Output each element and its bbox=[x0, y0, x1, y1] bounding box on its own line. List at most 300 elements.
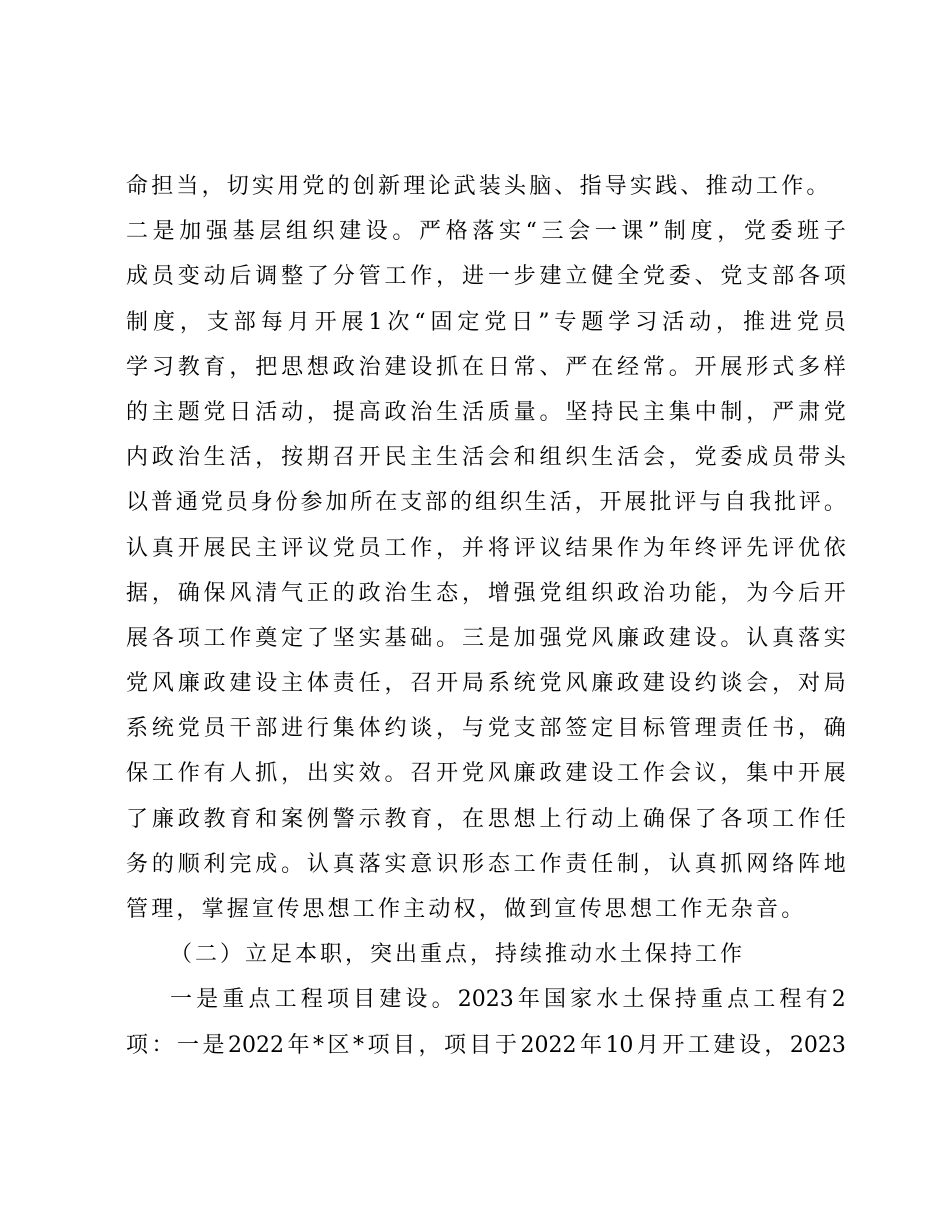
glyph: 的 bbox=[332, 580, 355, 606]
glyph: ， bbox=[436, 535, 459, 561]
glyph: 思 bbox=[281, 354, 304, 380]
text-line bbox=[126, 345, 846, 390]
glyph: 党 bbox=[720, 264, 743, 290]
glyph: 民 bbox=[617, 399, 640, 425]
glyph: 我 bbox=[749, 490, 772, 516]
glyph: 在 bbox=[461, 806, 484, 832]
glyph: 课 bbox=[621, 219, 644, 245]
glyph: 实 bbox=[498, 219, 521, 245]
glyph: 组 bbox=[285, 219, 308, 245]
glyph: 肃 bbox=[797, 399, 820, 425]
glyph: 依 bbox=[823, 535, 846, 561]
glyph: 设 bbox=[405, 987, 428, 1013]
glyph: 通 bbox=[175, 490, 198, 516]
glyph: 保 bbox=[126, 761, 149, 787]
glyph: ， bbox=[255, 445, 278, 471]
glyph: 党 bbox=[642, 264, 665, 290]
glyph: 项 bbox=[177, 625, 200, 651]
glyph: 员 bbox=[225, 490, 248, 516]
glyph: 实 bbox=[358, 625, 381, 651]
glyph: 活 bbox=[461, 445, 484, 471]
glyph: 提 bbox=[332, 399, 355, 425]
glyph: 开 bbox=[662, 1032, 685, 1058]
glyph: 层 bbox=[259, 219, 282, 245]
glyph: 管 bbox=[358, 264, 381, 290]
glyph: 。 bbox=[281, 851, 304, 877]
glyph: 党 bbox=[743, 219, 766, 245]
glyph: 上 bbox=[617, 806, 640, 832]
glyph: 党 bbox=[461, 761, 484, 787]
glyph: 身 bbox=[250, 490, 273, 516]
glyph: 制 bbox=[720, 399, 743, 425]
glyph: 题 bbox=[177, 399, 200, 425]
glyph: 展 bbox=[341, 309, 364, 335]
glyph: 廉 bbox=[617, 625, 640, 651]
glyph: 奠 bbox=[255, 625, 278, 651]
glyph: 谈 bbox=[720, 671, 743, 697]
glyph: 廉 bbox=[513, 761, 536, 787]
glyph: 管 bbox=[668, 716, 691, 742]
glyph: 生 bbox=[410, 580, 433, 606]
glyph: 作 bbox=[797, 806, 820, 832]
glyph: 真 bbox=[694, 851, 717, 877]
glyph: 召 bbox=[410, 671, 433, 697]
glyph: 能 bbox=[694, 580, 717, 606]
glyph: 定 bbox=[457, 309, 480, 335]
glyph: 部 bbox=[539, 716, 562, 742]
glyph: 务 bbox=[126, 851, 149, 877]
glyph: 生 bbox=[591, 445, 614, 471]
glyph: 书 bbox=[772, 716, 795, 742]
glyph: 任 bbox=[746, 716, 769, 742]
glyph: 委 bbox=[770, 219, 793, 245]
glyph: 主 bbox=[281, 671, 304, 697]
glyph: 习 bbox=[635, 309, 658, 335]
glyph: 题 bbox=[581, 309, 604, 335]
glyph: 主 bbox=[410, 445, 433, 471]
glyph: 区 bbox=[327, 1032, 350, 1058]
glyph: 议 bbox=[306, 535, 329, 561]
glyph: 任 bbox=[358, 671, 381, 697]
glyph: 作 bbox=[177, 761, 200, 787]
glyph: 政 bbox=[384, 399, 407, 425]
glyph: 的 bbox=[126, 399, 149, 425]
glyph: 教 bbox=[177, 354, 200, 380]
glyph: 治 bbox=[177, 445, 200, 471]
glyph: 实 bbox=[332, 761, 355, 787]
glyph: 主 bbox=[151, 399, 174, 425]
glyph: 国 bbox=[544, 987, 567, 1013]
glyph: 常 bbox=[513, 354, 536, 380]
glyph: 政 bbox=[203, 671, 226, 697]
glyph: 的 bbox=[151, 851, 174, 877]
glyph: 党 bbox=[484, 309, 507, 335]
glyph: 把 bbox=[255, 354, 278, 380]
glyph: 是 bbox=[487, 625, 510, 651]
glyph: 理 bbox=[694, 716, 717, 742]
text-line bbox=[126, 751, 846, 796]
glyph: 民 bbox=[229, 535, 252, 561]
glyph: 进 bbox=[461, 264, 484, 290]
glyph: ” bbox=[648, 219, 660, 245]
glyph: 确 bbox=[642, 806, 665, 832]
glyph: 成 bbox=[746, 445, 769, 471]
glyph: 标 bbox=[642, 716, 665, 742]
glyph: 2022 bbox=[228, 1032, 284, 1058]
glyph: 风 bbox=[229, 580, 252, 606]
glyph: 设 bbox=[410, 354, 433, 380]
glyph: 批 bbox=[773, 490, 796, 516]
glyph: 项 bbox=[823, 264, 846, 290]
glyph: 民 bbox=[384, 445, 407, 471]
glyph: 案 bbox=[281, 806, 304, 832]
glyph: 功 bbox=[668, 580, 691, 606]
glyph: 点 bbox=[727, 987, 750, 1013]
glyph: 作 bbox=[539, 851, 562, 877]
glyph: 基 bbox=[232, 219, 255, 245]
glyph: 变 bbox=[177, 264, 200, 290]
glyph: 主 bbox=[642, 399, 665, 425]
glyph: 础 bbox=[410, 625, 433, 651]
glyph: 政 bbox=[151, 445, 174, 471]
glyph: 年 bbox=[287, 1032, 310, 1058]
glyph: 进 bbox=[281, 716, 304, 742]
glyph: 党 bbox=[565, 625, 588, 651]
glyph: 量 bbox=[513, 399, 536, 425]
text-line bbox=[126, 1023, 846, 1068]
text-line bbox=[126, 390, 846, 435]
glyph: 建 bbox=[642, 671, 665, 697]
glyph: ， bbox=[746, 399, 769, 425]
glyph: 。 bbox=[436, 625, 459, 651]
glyph: 成 bbox=[126, 264, 149, 290]
glyph: 思 bbox=[487, 806, 510, 832]
glyph: 学 bbox=[608, 309, 631, 335]
glyph: 经 bbox=[617, 354, 640, 380]
glyph: 支 bbox=[206, 309, 229, 335]
glyph: 真 bbox=[151, 535, 174, 561]
glyph: 了 bbox=[306, 625, 329, 651]
glyph: 责 bbox=[332, 671, 355, 697]
glyph: 员 bbox=[151, 264, 174, 290]
glyph: 。 bbox=[823, 490, 846, 516]
glyph: 分 bbox=[332, 264, 355, 290]
glyph: 教 bbox=[384, 806, 407, 832]
glyph: ， bbox=[642, 851, 665, 877]
glyph: 活 bbox=[461, 399, 484, 425]
text-line bbox=[126, 435, 846, 480]
glyph: 员 bbox=[203, 716, 226, 742]
glyph: 生 bbox=[524, 490, 547, 516]
glyph: 抓 bbox=[720, 851, 743, 877]
glyph: 风 bbox=[591, 625, 614, 651]
text-line bbox=[126, 842, 846, 887]
glyph: 会 bbox=[487, 445, 510, 471]
glyph: 固 bbox=[430, 309, 453, 335]
glyph: 、 bbox=[539, 354, 562, 380]
text-line bbox=[126, 209, 846, 254]
glyph: 风 bbox=[487, 761, 510, 787]
glyph: ， bbox=[574, 490, 597, 516]
glyph: 强 bbox=[205, 219, 228, 245]
glyph: 设 bbox=[738, 1032, 761, 1058]
glyph: 廉 bbox=[591, 671, 614, 697]
text-line bbox=[126, 616, 846, 661]
glyph: 召 bbox=[332, 445, 355, 471]
glyph: 果 bbox=[591, 535, 614, 561]
glyph: 、 bbox=[694, 264, 717, 290]
glyph: 正 bbox=[306, 580, 329, 606]
glyph: 生 bbox=[436, 399, 459, 425]
glyph: 落 bbox=[797, 625, 820, 651]
glyph: 设 bbox=[668, 671, 691, 697]
glyph: 党 bbox=[200, 490, 223, 516]
glyph: 后 bbox=[229, 264, 252, 290]
glyph: 三 bbox=[541, 219, 564, 245]
glyph: 气 bbox=[281, 580, 304, 606]
glyph: 态 bbox=[436, 580, 459, 606]
glyph: 2022 bbox=[520, 1032, 577, 1058]
glyph: 保 bbox=[668, 806, 691, 832]
glyph: 健 bbox=[591, 264, 614, 290]
glyph: 重 bbox=[222, 987, 245, 1013]
glyph: 样 bbox=[823, 354, 846, 380]
glyph: ， bbox=[151, 580, 174, 606]
glyph: 利 bbox=[203, 851, 226, 877]
glyph: 立 bbox=[565, 264, 588, 290]
glyph: 政 bbox=[539, 761, 562, 787]
glyph: 展 bbox=[823, 761, 846, 787]
glyph: 工 bbox=[513, 851, 536, 877]
glyph: 优 bbox=[797, 535, 820, 561]
glyph: 育 bbox=[203, 354, 226, 380]
glyph: 工 bbox=[151, 761, 174, 787]
glyph: 政 bbox=[177, 806, 200, 832]
glyph: 员 bbox=[772, 445, 795, 471]
glyph: 议 bbox=[694, 761, 717, 787]
glyph: 组 bbox=[474, 490, 497, 516]
glyph: ， bbox=[436, 806, 459, 832]
glyph: 在 bbox=[591, 354, 614, 380]
glyph: 部 bbox=[255, 716, 278, 742]
glyph: 与 bbox=[699, 490, 722, 516]
glyph: 工 bbox=[274, 987, 297, 1013]
glyph: 持 bbox=[674, 987, 697, 1013]
glyph: 统 bbox=[151, 716, 174, 742]
glyph: 任 bbox=[823, 806, 846, 832]
glyph: 高 bbox=[358, 399, 381, 425]
glyph: 态 bbox=[487, 851, 510, 877]
glyph: 活 bbox=[255, 399, 278, 425]
glyph: 议 bbox=[539, 535, 562, 561]
glyph: 严 bbox=[565, 354, 588, 380]
glyph: 。 bbox=[539, 399, 562, 425]
glyph: 系 bbox=[487, 671, 510, 697]
glyph: * bbox=[352, 1032, 364, 1058]
glyph: 格 bbox=[445, 219, 468, 245]
glyph: 设 bbox=[694, 625, 717, 651]
glyph: 谈 bbox=[410, 716, 433, 742]
glyph: 效 bbox=[358, 761, 381, 787]
glyph: 工 bbox=[772, 806, 795, 832]
glyph: 在 bbox=[461, 354, 484, 380]
glyph: ， bbox=[281, 761, 304, 787]
glyph: ， bbox=[720, 761, 743, 787]
glyph: 开 bbox=[599, 490, 622, 516]
glyph: 了 bbox=[306, 264, 329, 290]
glyph: 终 bbox=[694, 535, 717, 561]
glyph: 党 bbox=[796, 309, 819, 335]
glyph: 定 bbox=[281, 625, 304, 651]
glyph: 体 bbox=[306, 671, 329, 697]
glyph: 党 bbox=[203, 399, 226, 425]
glyph: 班 bbox=[797, 219, 820, 245]
glyph: 部 bbox=[425, 490, 448, 516]
glyph: 批 bbox=[649, 490, 672, 516]
glyph: 保 bbox=[648, 987, 671, 1013]
glyph: ” bbox=[538, 309, 550, 335]
glyph: ： bbox=[151, 1032, 174, 1058]
glyph: 活 bbox=[617, 445, 640, 471]
glyph: 动 bbox=[203, 264, 226, 290]
glyph: 出 bbox=[306, 761, 329, 787]
glyph: 形 bbox=[746, 354, 769, 380]
glyph: 员 bbox=[823, 309, 846, 335]
glyph: 的 bbox=[449, 490, 472, 516]
glyph: 示 bbox=[358, 806, 381, 832]
glyph: 部 bbox=[233, 309, 256, 335]
glyph: 真 bbox=[772, 625, 795, 651]
glyph: 开 bbox=[797, 761, 820, 787]
glyph: 坚 bbox=[332, 625, 355, 651]
glyph: 动 bbox=[591, 806, 614, 832]
glyph: 委 bbox=[720, 445, 743, 471]
glyph: 日 bbox=[229, 399, 252, 425]
glyph: 评 bbox=[281, 535, 304, 561]
glyph: 是 bbox=[202, 1032, 225, 1058]
glyph: 实 bbox=[823, 625, 846, 651]
glyph: 为 bbox=[746, 580, 769, 606]
glyph: 织 bbox=[499, 490, 522, 516]
glyph: 设 bbox=[365, 219, 388, 245]
glyph: 建 bbox=[229, 671, 252, 697]
glyph: 展 bbox=[203, 535, 226, 561]
text-line: 命担当，切实用党的创新理论武装头脑、指导实践、推动工作。 bbox=[126, 174, 832, 199]
glyph: 确 bbox=[177, 580, 200, 606]
glyph: 约 bbox=[384, 716, 407, 742]
glyph: 党 bbox=[177, 716, 200, 742]
glyph: 参 bbox=[300, 490, 323, 516]
glyph: 地 bbox=[823, 851, 846, 877]
body-text bbox=[126, 164, 846, 1068]
glyph: ， bbox=[436, 264, 459, 290]
glyph: 开 bbox=[314, 309, 337, 335]
glyph: 风 bbox=[151, 671, 174, 697]
glyph: 党 bbox=[126, 671, 149, 697]
text-line bbox=[126, 254, 846, 299]
glyph: 建 bbox=[384, 354, 407, 380]
glyph: 政 bbox=[358, 580, 381, 606]
glyph: 严 bbox=[419, 219, 442, 245]
glyph: 开 bbox=[436, 761, 459, 787]
glyph: 会 bbox=[642, 445, 665, 471]
glyph: 党 bbox=[539, 671, 562, 697]
glyph: 中 bbox=[694, 399, 717, 425]
glyph: 一 bbox=[487, 264, 510, 290]
glyph: 顺 bbox=[177, 851, 200, 877]
glyph: 政 bbox=[642, 625, 665, 651]
glyph: 工 bbox=[617, 761, 640, 787]
glyph: 内 bbox=[126, 445, 149, 471]
glyph: 强 bbox=[539, 625, 562, 651]
glyph: 支 bbox=[400, 490, 423, 516]
glyph: 展 bbox=[126, 625, 149, 651]
glyph: 目 bbox=[353, 987, 376, 1013]
glyph: 重 bbox=[700, 987, 723, 1013]
glyph: 系 bbox=[126, 716, 149, 742]
glyph: 局 bbox=[823, 671, 846, 697]
glyph: 。 bbox=[431, 987, 454, 1013]
glyph: 加 bbox=[513, 625, 536, 651]
glyph: 清 bbox=[255, 580, 278, 606]
glyph: 党 bbox=[823, 399, 846, 425]
glyph: ， bbox=[764, 1032, 787, 1058]
glyph: 期 bbox=[306, 445, 329, 471]
glyph: 保 bbox=[203, 580, 226, 606]
glyph: 评 bbox=[798, 490, 821, 516]
glyph: ， bbox=[384, 671, 407, 697]
glyph: 进 bbox=[769, 309, 792, 335]
glyph: 工 bbox=[753, 987, 776, 1013]
glyph: 部 bbox=[772, 264, 795, 290]
glyph: 认 bbox=[746, 625, 769, 651]
glyph: 程 bbox=[300, 987, 323, 1013]
glyph: 推 bbox=[742, 309, 765, 335]
glyph: 政 bbox=[332, 354, 355, 380]
glyph: ， bbox=[772, 671, 795, 697]
glyph: 阵 bbox=[797, 851, 820, 877]
glyph: 展 bbox=[624, 490, 647, 516]
glyph: ， bbox=[716, 309, 739, 335]
glyph: 织 bbox=[312, 219, 335, 245]
glyph: 政 bbox=[617, 671, 640, 697]
glyph: 后 bbox=[797, 580, 820, 606]
glyph: 集 bbox=[746, 761, 769, 787]
glyph: 坚 bbox=[565, 399, 588, 425]
glyph: 。 bbox=[384, 761, 407, 787]
glyph: 建 bbox=[379, 987, 402, 1013]
glyph: 干 bbox=[229, 716, 252, 742]
glyph: 有 bbox=[805, 987, 828, 1013]
glyph: 整 bbox=[281, 264, 304, 290]
glyph: 多 bbox=[797, 354, 820, 380]
glyph: 二 bbox=[126, 219, 149, 245]
glyph: 将 bbox=[487, 535, 510, 561]
glyph: 行 bbox=[306, 716, 329, 742]
glyph: 普 bbox=[150, 490, 173, 516]
glyph: 今 bbox=[772, 580, 795, 606]
glyph: 步 bbox=[513, 264, 536, 290]
glyph: ， bbox=[418, 1032, 441, 1058]
glyph: 度 bbox=[690, 219, 713, 245]
glyph: 月 bbox=[636, 1032, 659, 1058]
glyph: 党 bbox=[487, 716, 510, 742]
glyph: 次 bbox=[387, 309, 410, 335]
text-line bbox=[126, 526, 846, 571]
glyph: 点 bbox=[248, 987, 271, 1013]
glyph: 签 bbox=[565, 716, 588, 742]
glyph: 认 bbox=[668, 851, 691, 877]
